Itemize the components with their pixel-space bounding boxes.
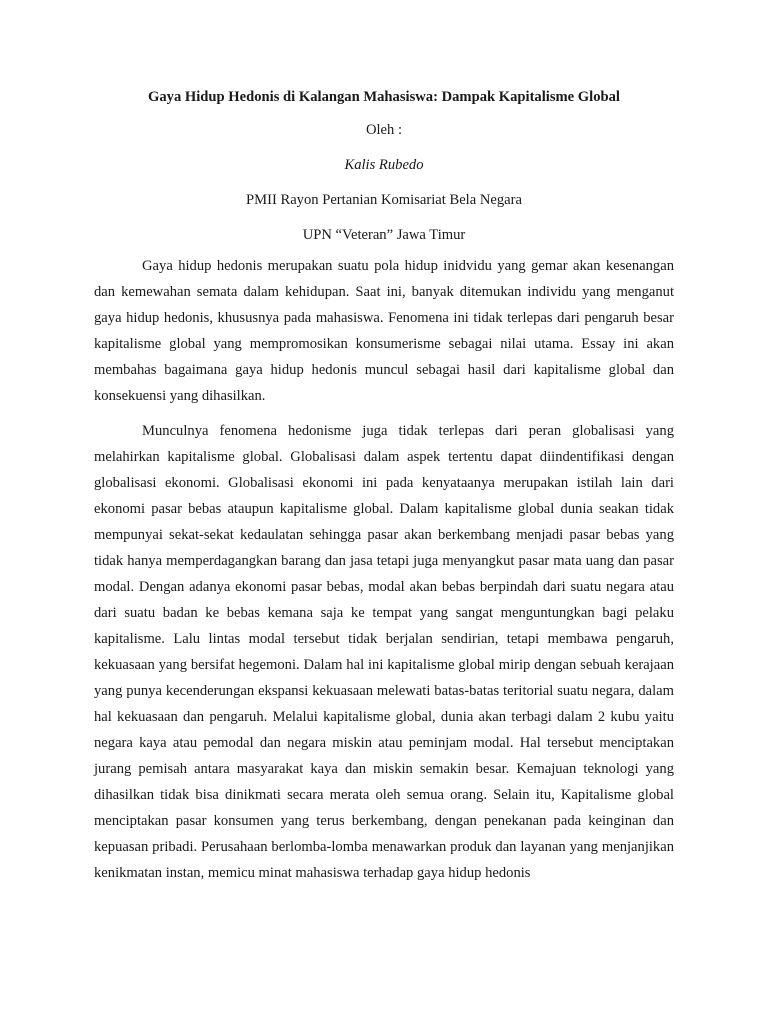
university-name: UPN “Veteran” Jawa Timur [302, 227, 466, 243]
author-name: Kalis Rubedo [344, 157, 424, 173]
body-paragraph: Gaya hidup hedonis merupakan suatu pola hidup inidvidu yang gemar akan kesenangan dan kemewahan semata dalam kehidupan. Saat ini, banyak ditemukan individu yang menganut gaya hidup hedonis, khususnya pada mahasiswa. Fenomena ini tidak terlepas dari pengaruh besar kapitalisme global yang mempromosikan konsumerisme sebagai nilai utama. Essay ini akan membahas bagaimana gaya hidup hedonis muncul sebagai hasil dari kapitalisme global dan konsekuensi yang dihasilkan. [94, 258, 674, 404]
organization-name: PMII Rayon Pertanian Komisariat Bela Negara [246, 192, 522, 208]
by-label: Oleh : [365, 122, 403, 138]
body-paragraph: Munculnya fenomena hedonisme juga tidak terlepas dari peran globalisasi yang melahirkan kapitalisme global. Globalisasi dalam aspek tertentu dapat diindentifikasi dengan globalisasi ekonomi. Globalisasi ekonomi ini pada kenyataanya merupakan istilah lain dari ekonomi pasar bebas ataupun kapitalisme global. Dalam kapitalisme global dunia seakan tidak mempunyai sekat-sekat kedaulatan sehingga pasar akan berkembang menjadi pasar bebas yang tidak hanya memperdagangkan barang dan jasa tetapi juga menyangkut pasar mata uang dan pasar modal. Dengan adanya ekonomi pasar bebas, modal akan bebas berpindah dari suatu negara atau dari suatu badan ke bebas kemana saja ke tempat yang sangat menguntungkan bagi pelaku kapitalisme. Lalu lintas modal tersebut tidak berjalan sendirian, tetapi membawa pengaruh, kekuasaan yang bersifat hegemoni. Dalam hal ini kapitalisme global mirip dengan sebuah kerajaan yang punya kecenderungan ekspansi kekuasaan melewati batas-batas teritorial suatu negara, dalam hal kekuasaan dan pengaruh. Melalui kapitalisme global, dunia akan terbagi dalam 2 kubu yaitu negara kaya atau pemodal dan negara miskin atau peminjam modal. Hal tersebut menciptakan jurang pemisah antara masyarakat kaya dan miskin semakin besar. Kemajuan teknologi yang dihasilkan tidak bisa dinikmati secara merata oleh semua orang. Selain itu, Kapitalisme global menciptakan pasar konsumen yang terus berkembang, dengan penekanan pada keinginan dan kepuasan pribadi. Perusahaan berlomba-lomba menawarkan produk dan layanan yang menjanjikan kenikmatan instan, memicu minat mahasiswa terhadap gaya hidup hedonis [94, 423, 674, 881]
document-title: Gaya Hidup Hedonis di Kalangan Mahasiswa: Dampak Kapitalisme Global [148, 89, 620, 105]
document-page [94, 84, 674, 886]
